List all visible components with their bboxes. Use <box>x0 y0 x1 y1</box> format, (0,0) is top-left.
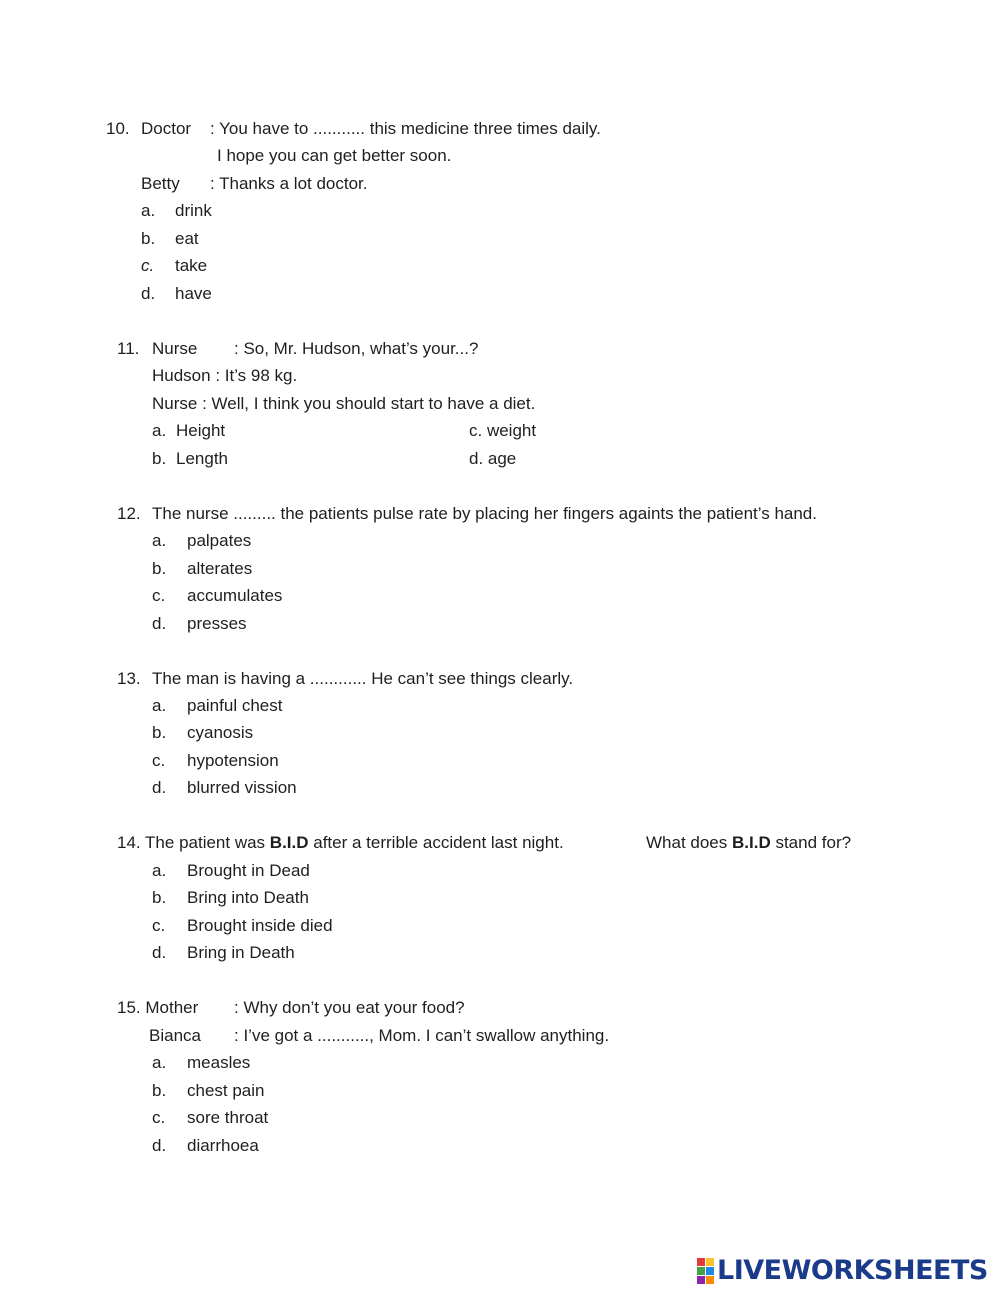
q11-option-d[interactable]: d. age <box>469 449 517 468</box>
q13-option-a[interactable]: painful chest <box>187 696 283 715</box>
q11-hudson-line: Hudson : It’s 98 kg. <box>152 366 298 385</box>
q12-option-d[interactable]: presses <box>187 614 247 633</box>
q12-option-a[interactable]: palpates <box>187 531 252 550</box>
q15-bianca-line: : I’ve got a ..........., Mom. I can’t swallow anything. <box>234 1026 610 1045</box>
q12-option-c[interactable]: accumulates <box>187 586 283 605</box>
q15-option-d[interactable]: diarrhoea <box>187 1136 259 1155</box>
q12-text: The nurse ......... the patients pulse rate by placing her fingers againts the patient’s hand. <box>152 504 817 523</box>
q11-nurse-line: : So, Mr. Hudson, what’s your...? <box>234 339 479 358</box>
q13-option-d[interactable]: blurred vission <box>187 778 297 797</box>
liveworksheets-logo <box>697 1256 988 1286</box>
q10-number: 10. <box>106 119 130 138</box>
q10-option-d-letter: d. <box>141 284 156 303</box>
q14-option-c[interactable]: Brought inside died <box>187 916 333 935</box>
q15-option-d-letter: d. <box>152 1136 167 1155</box>
q13-option-c[interactable]: hypotension <box>187 751 279 770</box>
q14-middle: after a terrible accident last night. <box>308 833 564 852</box>
q11-option-b[interactable]: Length <box>176 449 228 468</box>
q11-option-c[interactable]: c. weight <box>469 421 537 440</box>
q15-option-a[interactable]: measles <box>187 1053 251 1072</box>
q15-option-a-letter: a. <box>152 1053 167 1072</box>
q13-text: The man is having a ............ He can’t see things clearly. <box>152 669 574 688</box>
q10-option-a[interactable]: drink <box>175 201 212 220</box>
q15-mother-line: : Why don’t you eat your food? <box>234 998 465 1017</box>
q14-question <box>646 832 851 854</box>
q15-option-b-letter: b. <box>152 1081 167 1100</box>
q11-option-a[interactable]: Height <box>176 421 226 440</box>
q10-option-d[interactable]: have <box>175 284 212 303</box>
q13-option-d-letter: d. <box>152 778 167 797</box>
q13-number: 13. <box>117 669 141 688</box>
q12-option-b-letter: b. <box>152 559 167 578</box>
q10-option-c[interactable]: take <box>175 256 208 275</box>
q14-option-a[interactable]: Brought in Dead <box>187 861 310 880</box>
q13-option-b-letter: b. <box>152 723 167 742</box>
q14-option-d-letter: d. <box>152 943 167 962</box>
logo-blocks-icon <box>697 1258 714 1284</box>
q10-betty-line: : Thanks a lot doctor. <box>210 174 368 193</box>
q14-question-suffix: stand for? <box>770 833 852 852</box>
q14-bid-term: B.I.D <box>269 833 309 852</box>
q10-option-b[interactable]: eat <box>175 229 199 248</box>
q10-doctor-line: : You have to ........... this medicine three times daily. <box>210 119 601 138</box>
q15-bianca-speaker: Bianca <box>149 1026 201 1045</box>
q13-option-a-letter: a. <box>152 696 167 715</box>
q15-option-c-letter: c. <box>152 1108 166 1127</box>
q10-option-b-letter: b. <box>141 229 156 248</box>
q11-nurse-line-2: Nurse : Well, I think you should start to have a diet. <box>152 394 536 413</box>
logo-text: LIVEWORKSHEETS <box>717 1255 988 1286</box>
q14-statement <box>117 832 564 854</box>
q13-option-c-letter: c. <box>152 751 166 770</box>
q10-doctor-speaker: Doctor <box>141 119 192 138</box>
q14-option-b-letter: b. <box>152 888 167 907</box>
q11-option-a-letter: a. <box>152 421 167 440</box>
q12-option-c-letter: c. <box>152 586 166 605</box>
q15-mother-speaker: 15. Mother <box>117 998 199 1017</box>
q14-option-d[interactable]: Bring in Death <box>187 943 295 962</box>
q15-option-b[interactable]: chest pain <box>187 1081 265 1100</box>
q14-option-a-letter: a. <box>152 861 167 880</box>
q14-prefix: 14. The patient was <box>117 833 270 852</box>
q15-option-c[interactable]: sore throat <box>187 1108 269 1127</box>
q10-betty-speaker: Betty <box>141 174 180 193</box>
q12-option-b[interactable]: alterates <box>187 559 253 578</box>
q11-number: 11. <box>117 339 140 358</box>
q14-option-c-letter: c. <box>152 916 166 935</box>
q10-doctor-line-2: I hope you can get better soon. <box>217 146 452 165</box>
q11-nurse-speaker: Nurse <box>152 339 198 358</box>
q14-question-prefix: What does <box>646 833 732 852</box>
q14-option-b[interactable]: Bring into Death <box>187 888 309 907</box>
q12-option-d-letter: d. <box>152 614 167 633</box>
q10-option-a-letter: a. <box>141 201 156 220</box>
q10-option-c-letter: c. <box>141 256 155 275</box>
q12-number: 12. <box>117 504 141 523</box>
q12-option-a-letter: a. <box>152 531 167 550</box>
q14-question-term: B.I.D <box>732 833 771 852</box>
q11-option-b-letter: b. <box>152 449 167 468</box>
q13-option-b[interactable]: cyanosis <box>187 723 254 742</box>
